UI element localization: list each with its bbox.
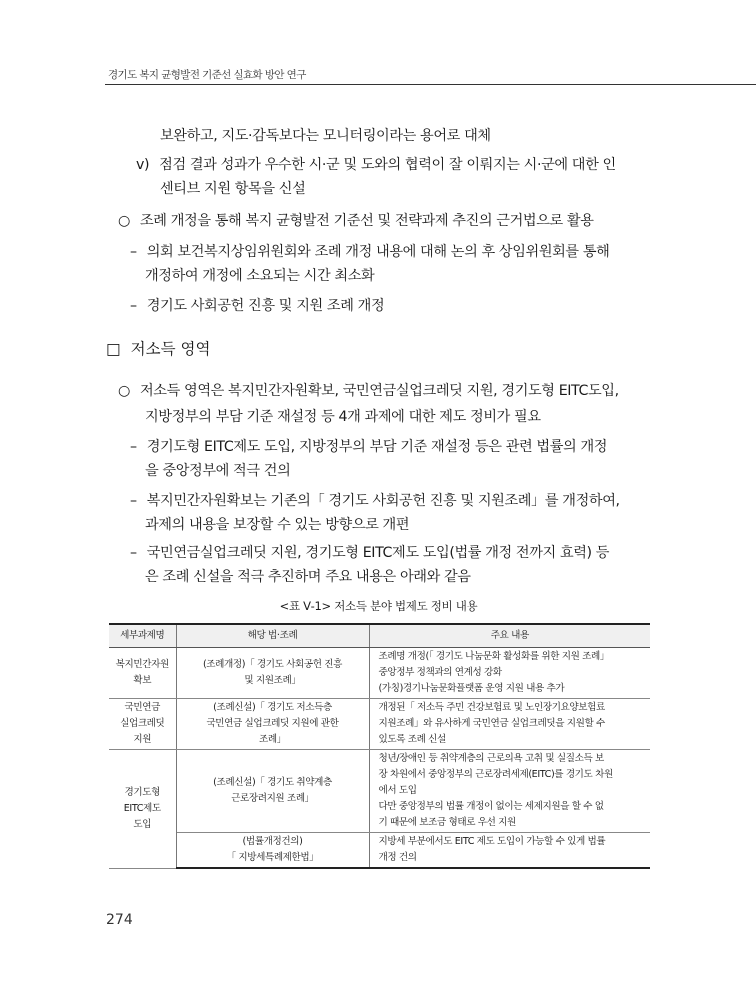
section-heading-text: 저소득 영역 [130, 340, 211, 358]
bullet-dash-3-line2: 을 중앙정부에 적극 건의 [145, 463, 291, 479]
bullet-dash-5-line2: 은 조례 신설을 적극 추진하며 주요 내용은 아래와 같음 [145, 569, 471, 585]
cell-line: 기 때문에 보조금 형태로 우선 지원 [378, 817, 516, 828]
table-caption: <표 Ⅴ-1> 저소득 분야 법제도 정비 내용 [279, 599, 478, 613]
table-header-row [109, 624, 650, 648]
bullet-dash-5-text: 국민연금실업크레딧 지원, 경기도형 EITC제도 도입(법률 개정 전까지 효력) 등 [146, 545, 610, 561]
cell-line: 개정 건의 [378, 852, 417, 863]
cell-line: 확보 [133, 675, 152, 686]
item-v-line2: 센티브 지원 항목을 신설 [160, 181, 306, 197]
bullet-dash-1-line1 [130, 241, 609, 261]
table-row [109, 750, 650, 833]
content-cell [369, 699, 650, 750]
cell-line: 청년/장애인 등 취약계층의 근로의욕 고취 및 실질소득 보 [378, 753, 604, 764]
cell-line: 조례」 [259, 734, 286, 745]
cell-line: (조례개정)「 경기도 사회공헌 진흥 [202, 659, 343, 670]
cell-line: 있도록 조례 신설 [378, 734, 446, 745]
table-row [109, 648, 650, 699]
bullet-dash-4-line2: 과제의 내용을 보장할 수 있는 방향으로 개편 [145, 517, 410, 533]
running-header: 경기도 복지 균형발전 기준선 실효화 방안 연구 [108, 69, 306, 81]
content-cell [369, 750, 650, 833]
cell-line: 에서 도입 [378, 785, 417, 796]
dash-marker: – [130, 439, 137, 455]
bullet-circle-2-line1 [118, 380, 650, 400]
item-v-marker: v) [136, 157, 150, 173]
cell-line: 장 차원에서 중앙정부의 근로장려세제(EITC)를 경기도 차원 [378, 769, 613, 780]
bullet-dash-3-text: 경기도형 EITC제도 도입, 지방정부의 부담 기준 재설정 등은 관련 법률의 개정 [146, 439, 608, 455]
cell-line: 개정된「 저소득 주민 건강보험료 및 노인장기요양보험료 [378, 702, 605, 713]
law-cell [176, 699, 369, 750]
cell-line: 중앙정부 정책과의 연계성 강화 [378, 667, 502, 678]
cell-line: 실업크레딧 [120, 718, 165, 729]
item-v-text: 점검 결과 성과가 우수한 시·군 및 도와의 협력이 잘 이뤄지는 시·군에 대한 인 [159, 157, 616, 173]
circle-marker: ○ [118, 213, 130, 229]
law-cell [176, 648, 369, 699]
page-number: 274 [106, 912, 133, 928]
cell-line: 다만 중앙정부의 법률 개정이 없이는 세제지원을 할 수 없 [378, 801, 604, 812]
cell-line: 복지민간자원 [115, 659, 169, 670]
column-header-content: 주요 내용 [369, 624, 650, 648]
legal-reform-table [109, 623, 650, 869]
column-header-task: 세부과제명 [109, 624, 176, 648]
cell-line: 지원조례」와 유사하게 국민연금 실업크레딧을 지원할 수 [378, 718, 605, 729]
cell-line: 지원 [133, 734, 152, 745]
dash-marker: – [130, 493, 137, 509]
bullet-circle-1-text: 조례 개정을 통해 복지 균형발전 기준선 및 전략과제 추진의 근거법으로 활용 [139, 213, 594, 229]
bullet-circle-2-line2: 지방정부의 부담 기준 재설정 등 4개 과제에 대한 제도 정비가 필요 [145, 409, 541, 425]
content-cell [369, 833, 650, 869]
table-row [109, 833, 650, 869]
cell-line: 조례명 개정(「 경기도 나눔문화 활성화를 위한 지원 조례」 [378, 651, 610, 662]
cell-line: 국민연금 실업크레딧 지원에 관한 [206, 718, 339, 729]
cell-line: 지방세 부분에서도 EITC 제도 도입이 가능할 수 있게 법률 [378, 836, 606, 847]
dash-marker: – [130, 244, 137, 260]
square-marker: □ [106, 340, 121, 358]
bullet-dash-3-line1 [130, 436, 650, 456]
content-cell [369, 648, 650, 699]
cell-line: EITC제도 [123, 802, 161, 814]
cell-line: 경기도형 [124, 786, 160, 798]
item-v-line1 [136, 154, 650, 174]
cell-line: (법률개정건의) [242, 836, 303, 847]
cell-line: (조례신설)「 경기도 취약계층 [213, 777, 332, 788]
cell-line: (가칭)경기나눔문화플랫폼 운영 지원 내용 추가 [378, 683, 565, 694]
cell-line: 근로장려지원 조례」 [231, 793, 314, 804]
bullet-dash-2 [130, 295, 384, 315]
bullet-dash-1-text: 의회 보건복지상임위원회와 조례 개정 내용에 대해 논의 후 상임위원회를 통해 [146, 244, 610, 260]
circle-marker: ○ [118, 383, 130, 399]
dash-marker: – [130, 545, 137, 561]
cell-line: 「 지방세특례제한법」 [226, 852, 319, 863]
table-row [109, 699, 650, 750]
bullet-dash-1-line2: 개정하여 개정에 소요되는 시간 최소화 [145, 268, 375, 284]
cell-line: 국민연금 [124, 702, 160, 713]
law-cell [176, 833, 369, 869]
bullet-dash-4-line1 [130, 490, 650, 510]
bullet-circle-1 [118, 210, 594, 230]
task-cell [109, 648, 176, 699]
bullet-dash-5-line1 [130, 542, 650, 562]
continuation-line: 보완하고, 지도·감독보다는 모니터링이라는 용어로 대체 [160, 128, 491, 144]
bullet-dash-4-text: 복지민간자원확보는 기존의「 경기도 사회공헌 진흥 및 지원조례」를 개정하여, [146, 493, 620, 509]
task-cell [109, 750, 176, 869]
cell-line: (조례신설)「 경기도 저소득층 [213, 702, 332, 713]
header-rule [105, 84, 756, 85]
task-cell [109, 699, 176, 750]
bullet-dash-2-text: 경기도 사회공헌 진흥 및 지원 조례 개정 [146, 298, 385, 314]
section-heading [106, 337, 210, 359]
bullet-circle-2-text: 저소득 영역은 복지민간자원확보, 국민연금실업크레딧 지원, 경기도형 EITC도입, [139, 383, 619, 399]
cell-line: 도입 [133, 818, 152, 830]
cell-line: 및 지원조례」 [244, 675, 301, 686]
law-cell [176, 750, 369, 833]
dash-marker: – [130, 298, 137, 314]
column-header-law: 해당 법·조례 [176, 624, 369, 648]
